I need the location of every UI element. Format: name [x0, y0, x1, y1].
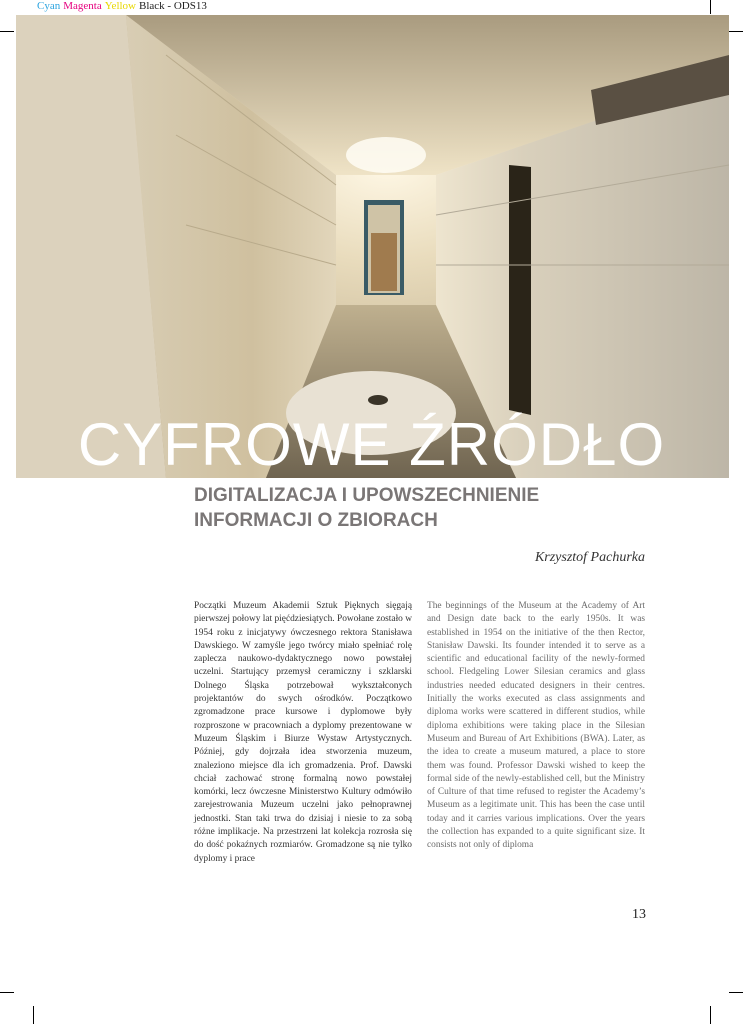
corridor-photo-drawing	[16, 15, 729, 478]
slug-black-job: Black - ODS13	[139, 0, 207, 12]
author-name: Krzysztof Pachurka	[534, 550, 645, 565]
crop-mark	[729, 992, 743, 993]
article-subtitle	[194, 483, 664, 533]
corridor-photo	[16, 15, 729, 478]
slug-magenta: Magenta	[63, 0, 102, 12]
crop-mark	[729, 31, 743, 32]
crop-mark	[0, 992, 14, 993]
printer-color-slug	[37, 0, 210, 13]
article-title: CYFROWE ŹRÓDŁO	[77, 411, 666, 478]
body-text-english: The beginnings of the Museum at the Academy of Art and Design date back to the early 1950s. It was established in 1954 on the initiative of the then Rector, Stanisław Dawski. Its founder intended it to serve as a scientific and educational facility of the newly-formed school. Fledgeling Lower Silesian ceramics and glass industries needed educated designers in their centres. Initially the works executed as class assignments and diploma works were scattered in different studios, while diploma exhibitions were taking place in the Silesian Museum and Bureau of Art Exhibitions (BWA). Later, as the idea to create a museum matured, a place to store them was found. Professor Dawski wished to keep the formal side of the newly-established cell, but the Ministry of Culture of that time refused to register the Academy’s Museum as a legitimate unit. This has been the case until today and it carries various implications. Over the years the collection has expanded to a quite significant size. It consists not only of diploma	[427, 601, 645, 851]
crop-mark	[0, 31, 14, 32]
subtitle-line-2: INFORMACJI O ZBIORACH	[194, 510, 438, 531]
crop-mark	[710, 0, 711, 14]
crop-mark	[710, 1006, 711, 1024]
slug-cyan: Cyan	[37, 0, 61, 12]
page-number: 13	[632, 907, 646, 922]
slug-yellow: Yellow	[104, 0, 136, 12]
body-text-polish: Początki Muzeum Akademii Sztuk Pięknych sięgają pierwszej połowy lat pięćdziesiątych. Powołane zostało w 1954 roku z inicjatywy ówczesnego rektora Stanisława Dawskiego. W zamyśle jego twórcy miało spełniać rolę zaplecza naukowo-dydaktycznego nowo powstałej uczelni. Startujący przemysł ceramiczny i szklarski Dolnego Śląska potrzebował wykształconych projektantów do swych ośrodków. Początkowo zgromadzone prace kursowe i dyplomowe były rozproszone w pracowniach a dyplomy prezentowane w Muzeum Śląskim i Biurze Wystaw Artystycznych. Później, gdy dojrzała idea stworzenia muzeum, znaleziono miejsce dla ich gromadzenia. Prof. Dawski chciał zachować stronę formalną nowo powstałej komórki, lecz ówczesne Ministerstwo Kultury odmówiło zarejestrowania Muzeum uczelni jako pełnoprawnej jednostki. Stan taki trwa do dzisiaj i niesie to za sobą różne implikacje. Na przestrzeni lat kolekcja rozrosła się do dość pokaźnych rozmiarów. Gromadzone są nie tylko dyplomy i prace	[194, 601, 412, 864]
subtitle-line-1: DIGITALIZACJA I UPOWSZECHNIENIE	[194, 485, 540, 506]
crop-mark	[33, 1006, 34, 1024]
